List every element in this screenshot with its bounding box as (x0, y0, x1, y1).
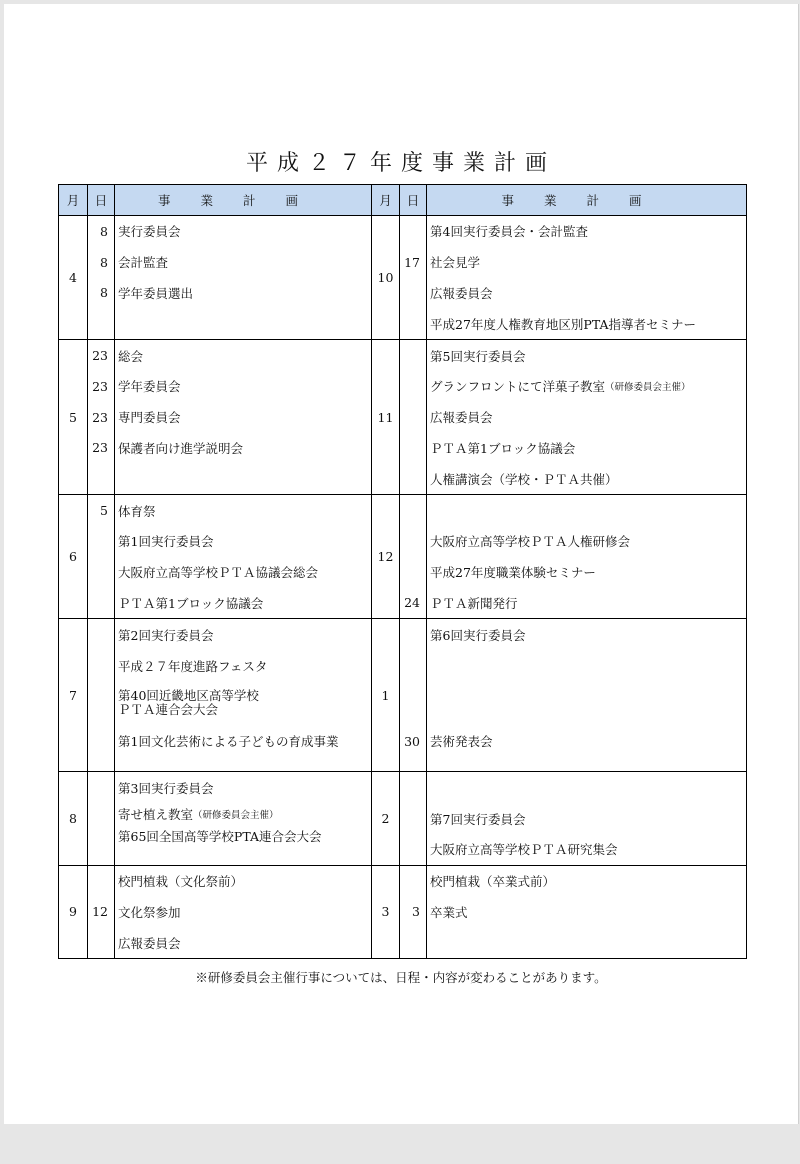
event-item: ＰＴＡ新聞発行 (430, 595, 518, 611)
day-value: 3 (412, 904, 420, 920)
day-cell (88, 495, 115, 619)
day-value (400, 772, 426, 803)
month-cell: 6 (59, 495, 88, 619)
month-cell: 2 (372, 772, 400, 865)
day-value (400, 927, 426, 958)
event-cell (115, 216, 372, 340)
event-item: ＰＴＡ第1ブロック協議会 (430, 440, 576, 456)
day-value (88, 834, 114, 865)
day-cell (88, 216, 115, 340)
event-cell (115, 495, 372, 619)
day-value: 24 (404, 595, 420, 611)
month-cell: 11 (372, 340, 400, 495)
day-value: 17 (404, 254, 420, 270)
day-value (400, 557, 426, 588)
event-item: 会計監査 (118, 255, 169, 271)
day-value: 23 (92, 440, 108, 456)
day-value (400, 619, 426, 650)
table-row (59, 495, 747, 619)
day-value (88, 588, 114, 619)
event-item: 専門委員会 (118, 410, 181, 426)
header-events-left: 事業計画 (115, 185, 372, 216)
event-item: 保護者向け進学説明会 (118, 440, 244, 456)
event-text: 第40回近畿地区高等学校 (118, 688, 259, 704)
event-item: ＰＴＡ第1ブロック協議会 (118, 595, 264, 611)
event-item: 芸術発表会 (430, 734, 493, 750)
event-item: 広報委員会 (430, 410, 493, 426)
event-cell (115, 772, 372, 865)
event-item (115, 681, 371, 726)
day-value (88, 650, 114, 681)
table-row (59, 772, 747, 865)
day-value (88, 927, 114, 958)
event-item: 実行委員会 (118, 224, 181, 240)
day-value (88, 526, 114, 557)
day-value (400, 463, 426, 494)
day-cell (400, 340, 427, 495)
schedule-table (58, 184, 747, 959)
event-item (427, 495, 746, 526)
month-cell: 4 (59, 216, 88, 340)
day-cell (400, 772, 427, 865)
day-value (400, 495, 426, 526)
header-month-left: 月 (59, 185, 88, 216)
header-row (59, 185, 747, 216)
event-item: 第65回全国高等学校PTA連合会大会 (118, 829, 322, 845)
event-item: 第2回実行委員会 (118, 627, 214, 643)
day-cell (88, 340, 115, 495)
footnote: ※研修委員会主催行事については、日程・内容が変わることがあります。 (195, 970, 607, 985)
event-text: グランフロントにて洋菓子教室 (430, 379, 606, 395)
event-item: 大阪府立高等学校ＰＴＡ協議会総会 (118, 565, 319, 581)
day-value (400, 834, 426, 865)
day-value (88, 726, 114, 757)
event-cell (115, 340, 372, 495)
event-item: 人権講演会（学校・ＰＴＡ共催） (430, 471, 618, 487)
event-item (427, 650, 746, 681)
event-item: 第1回文化芸術による子どもの育成事業 (118, 734, 339, 750)
event-item: 第3回実行委員会 (118, 780, 214, 796)
day-value (88, 681, 114, 726)
event-item: 第1回実行委員会 (118, 534, 214, 550)
event-item: 広報委員会 (118, 935, 181, 951)
day-value (88, 866, 114, 897)
event-item: 校門植栽（卒業式前） (430, 874, 556, 890)
month-cell: 5 (59, 340, 88, 495)
event-item: 第4回実行委員会・会計監査 (430, 224, 588, 240)
event-item: 学年委員会 (118, 379, 181, 395)
event-item: 校門植栽（文化祭前） (118, 874, 244, 890)
day-value: 23 (92, 348, 108, 364)
day-value (400, 371, 426, 402)
event-item: 広報委員会 (430, 285, 493, 301)
month-cell: 7 (59, 619, 88, 772)
day-cell (88, 619, 115, 772)
event-item: 体育祭 (118, 503, 156, 519)
day-value (400, 526, 426, 557)
day-value: 5 (100, 503, 108, 519)
day-value: 30 (404, 733, 420, 749)
event-text: ＰＴＡ連合会大会 (118, 702, 219, 718)
event-cell (427, 216, 747, 340)
event-item: 総会 (118, 348, 144, 364)
day-value (400, 216, 426, 247)
event-cell (427, 772, 747, 865)
event-item: 平成27年度職業体験セミナー (430, 565, 596, 581)
day-value (400, 402, 426, 433)
day-cell (400, 865, 427, 958)
event-item: 第7回実行委員会 (430, 811, 526, 827)
event-item: 第6回実行委員会 (430, 627, 526, 643)
event-cell (427, 865, 747, 958)
event-cell (427, 619, 747, 772)
document-page (4, 4, 799, 1124)
day-value: 12 (92, 904, 108, 920)
day-value (400, 803, 426, 834)
event-item: 大阪府立高等学校ＰＴＡ人権研修会 (430, 534, 631, 550)
event-item: 卒業式 (430, 904, 468, 920)
month-cell: 1 (372, 619, 400, 772)
day-value (88, 803, 114, 834)
event-item (427, 371, 746, 402)
event-cell (427, 340, 747, 495)
day-value: 23 (92, 378, 108, 394)
event-item: 平成27年度人権教育地区別PTA指導者セミナー (430, 316, 696, 332)
table-row (59, 340, 747, 495)
header-day-left: 日 (88, 185, 115, 216)
table-row (59, 216, 747, 340)
event-item (427, 772, 746, 803)
day-cell (400, 495, 427, 619)
event-note: （研修委員会主催） (605, 382, 691, 394)
day-cell (400, 619, 427, 772)
day-value (88, 772, 114, 803)
event-item: 大阪府立高等学校ＰＴＡ研究集会 (430, 842, 618, 858)
month-cell: 9 (59, 865, 88, 958)
event-item: 平成２７年度進路フェスタ (118, 658, 268, 674)
day-value: 8 (100, 254, 108, 270)
day-cell (88, 865, 115, 958)
event-item: 学年委員選出 (118, 285, 194, 301)
month-cell: 12 (372, 495, 400, 619)
event-item (427, 927, 746, 958)
page-title: 平成２７年度事業計画 (245, 151, 556, 176)
day-value (400, 681, 426, 726)
event-text: 寄せ植え教室 (118, 807, 194, 823)
event-item (427, 681, 746, 726)
day-value (88, 619, 114, 650)
day-value (400, 308, 426, 339)
event-item: 文化祭参加 (118, 904, 181, 920)
event-cell (115, 865, 372, 958)
day-cell (88, 772, 115, 865)
day-value: 8 (100, 223, 108, 239)
month-cell: 10 (372, 216, 400, 340)
day-value (88, 557, 114, 588)
month-cell: 8 (59, 772, 88, 865)
day-value (400, 433, 426, 464)
table-row (59, 619, 747, 772)
event-item: 社会見学 (430, 255, 481, 271)
header-month-right: 月 (372, 185, 400, 216)
event-item: 第5回実行委員会 (430, 348, 526, 364)
header-day-right: 日 (400, 185, 427, 216)
day-value: 8 (100, 285, 108, 301)
table-row (59, 865, 747, 958)
header-events-right: 事業計画 (427, 185, 747, 216)
month-cell: 3 (372, 865, 400, 958)
event-item (115, 803, 371, 825)
event-note: （研修委員会主催） (193, 810, 279, 822)
event-cell (115, 619, 372, 772)
day-cell (400, 216, 427, 340)
day-value (400, 340, 426, 371)
day-value (400, 278, 426, 309)
day-value (400, 866, 426, 897)
day-value (400, 650, 426, 681)
day-value: 23 (92, 409, 108, 425)
event-cell (427, 495, 747, 619)
